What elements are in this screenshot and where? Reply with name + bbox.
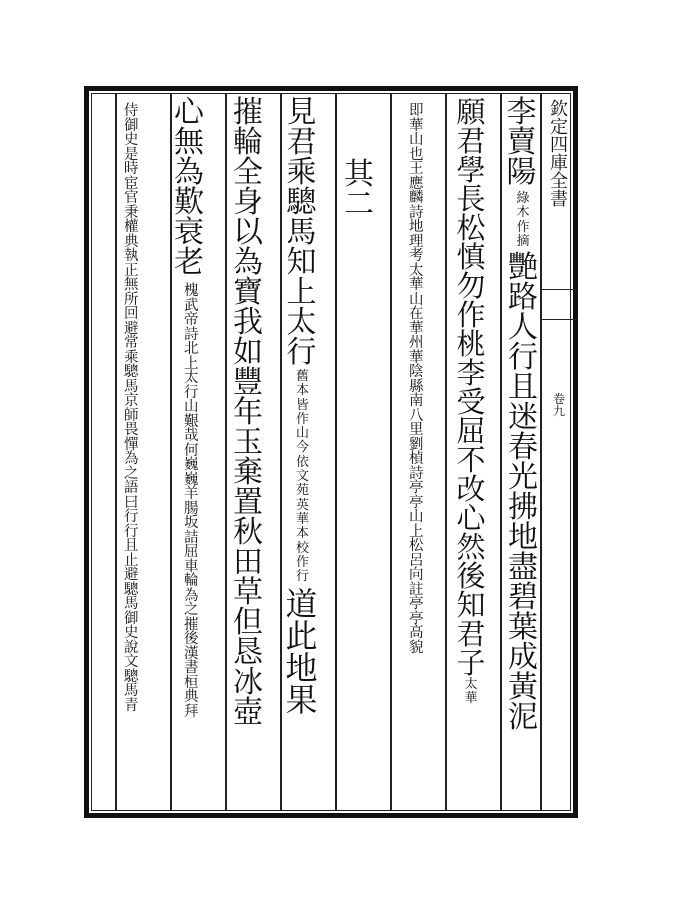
column-1 — [504, 95, 542, 736]
poem-line: 艷路人行且迷春光拂地盡碧葉成黃泥 — [508, 250, 538, 736]
column-rule — [335, 93, 337, 811]
poem-line: 願君學長松慎勿作桃李受屈不改心然後知君子 — [456, 95, 486, 680]
column-3 — [409, 103, 436, 656]
margin-book-title: 欽定四庫全書 — [550, 99, 568, 210]
commentary: 槐武帝詩北上太行山艱哉何巍巍羊腸坂詰屈車輪為之摧後漢書桓典拜 — [184, 283, 208, 720]
column-7 — [174, 95, 212, 720]
column-rule — [280, 93, 282, 811]
poem-line: 見君乘驄馬知上太行 — [286, 95, 320, 370]
column-6 — [229, 95, 267, 730]
column-rule — [445, 93, 447, 811]
margin-volume: 卷九 — [552, 392, 565, 418]
page-inner-frame — [91, 93, 571, 811]
column-4 — [344, 157, 382, 222]
column-5 — [284, 95, 322, 720]
column-rule — [115, 93, 117, 811]
poem-line: 心無為歎衰老 — [174, 95, 212, 280]
margin-strip — [540, 93, 578, 811]
column-2 — [452, 95, 490, 707]
poem-line: 道此地果 — [285, 585, 321, 720]
commentary: 侍御史是時宦官秉權典執正無所回避常乘驄馬京師畏憚為之語曰行行且止避驄馬御史說文驄馬青 — [124, 103, 150, 714]
column-8 — [124, 103, 150, 714]
commentary: 即華山也王應麟詩地理考太華山在華州華陰縣南八里劉楨詩亭亭山上松呂向註亭亭高貌 — [409, 103, 436, 656]
poem-note: 舊本皆作山今依文苑英華本校作行 — [296, 369, 316, 585]
poem-line: 摧輪全身以為寶我如豐年玉棄置秋田草但恳冰壺 — [233, 95, 263, 730]
column-rule — [225, 93, 227, 811]
column-rule — [500, 93, 502, 811]
column-rule — [390, 93, 392, 811]
section-heading: 其二 — [344, 157, 382, 222]
column-rule — [170, 93, 172, 811]
author-note: 綠木作摘 — [516, 191, 530, 249]
margin-divider — [540, 289, 578, 290]
margin-divider — [540, 319, 578, 320]
author-name: 李賣陽 — [506, 95, 540, 190]
poem-note: 太華 — [464, 677, 478, 707]
